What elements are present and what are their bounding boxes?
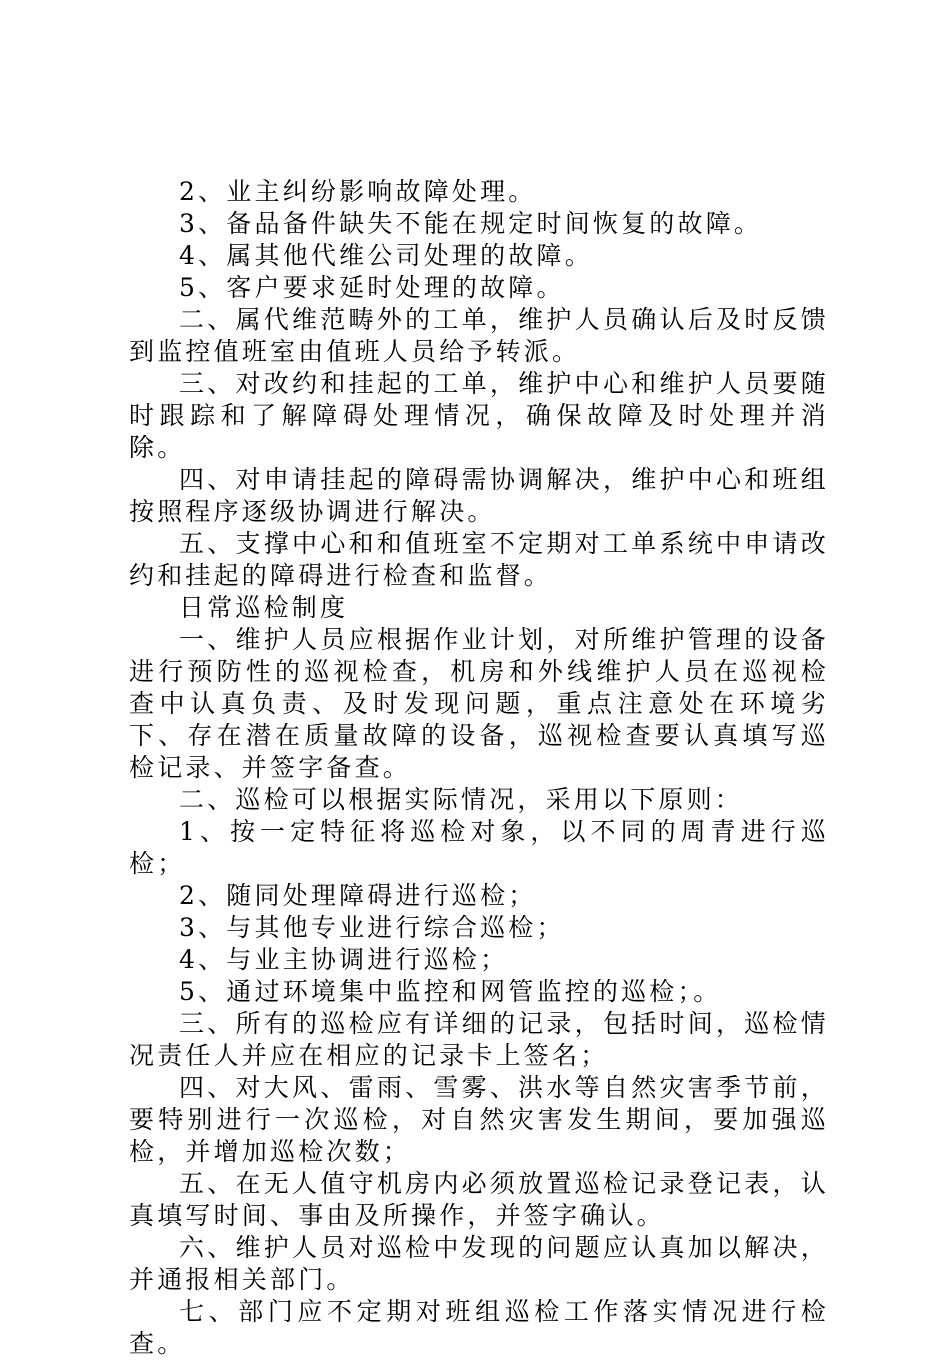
list-item: 1、按一定特征将巡检对象，以不同的周青进行巡检； xyxy=(129,817,829,878)
paragraph: 二、属代维范畴外的工单，维护人员确认后及时反馈到监控值班室由值班人员给予转派。 xyxy=(129,305,829,366)
paragraph: 七、部门应不定期对班组巡检工作落实情况进行检查。 xyxy=(129,1297,829,1358)
list-item: 4、与业主协调进行巡检； xyxy=(179,945,509,974)
document-body xyxy=(129,176,829,1360)
paragraph: 三、所有的巡检应有详细的记录，包括时间，巡检情况责任人并应在相应的记录卡上签名； xyxy=(129,1009,829,1070)
section-heading: 日常巡检制度 xyxy=(179,593,349,622)
paragraph: 3、备品备件缺失不能在规定时间恢复的故障。 xyxy=(179,209,763,238)
paragraph: 2、业主纠纷影响故障处理。 xyxy=(179,177,537,206)
paragraph: 二、巡检可以根据实际情况，采用以下原则： xyxy=(179,785,744,814)
list-item: 2、随同处理障碍进行巡检； xyxy=(179,881,537,910)
paragraph: 4、属其他代维公司处理的故障。 xyxy=(179,241,593,270)
paragraph: 三、对改约和挂起的工单，维护中心和维护人员要随时跟踪和了解障碍处理情况，确保故障及时处理并消除。 xyxy=(129,369,829,462)
paragraph: 五、支撑中心和和值班室不定期对工单系统中申请改约和挂起的障碍进行检查和监督。 xyxy=(129,529,829,590)
list-item: 3、与其他专业进行综合巡检； xyxy=(179,913,565,942)
paragraph: 四、对申请挂起的障碍需协调解决，维护中心和班组按照程序逐级协调进行解决。 xyxy=(129,465,829,526)
paragraph: 五、在无人值守机房内必须放置巡检记录登记表，认真填写时间、事由及所操作，并签字确认。 xyxy=(129,1169,829,1230)
paragraph: 5、客户要求延时处理的故障。 xyxy=(179,273,565,302)
paragraph: 四、对大风、雷雨、雪雾、洪水等自然灾害季节前，要特别进行一次巡检，对自然灾害发生期间，要加强巡检，并增加巡检次数； xyxy=(129,1073,829,1166)
paragraph: 六、维护人员对巡检中发现的问题应认真加以解决，并通报相关部门。 xyxy=(129,1233,829,1294)
list-item: 5、通过环境集中监控和网管监控的巡检；。 xyxy=(179,977,722,1006)
paragraph: 一、维护人员应根据作业计划，对所维护管理的设备进行预防性的巡视检查，机房和外线维护人员在巡视检查中认真负责、及时发现问题，重点注意处在环境劣下、存在潜在质量故障的设备，巡视检查要认真填写巡检记录、并签字备查。 xyxy=(129,625,829,782)
